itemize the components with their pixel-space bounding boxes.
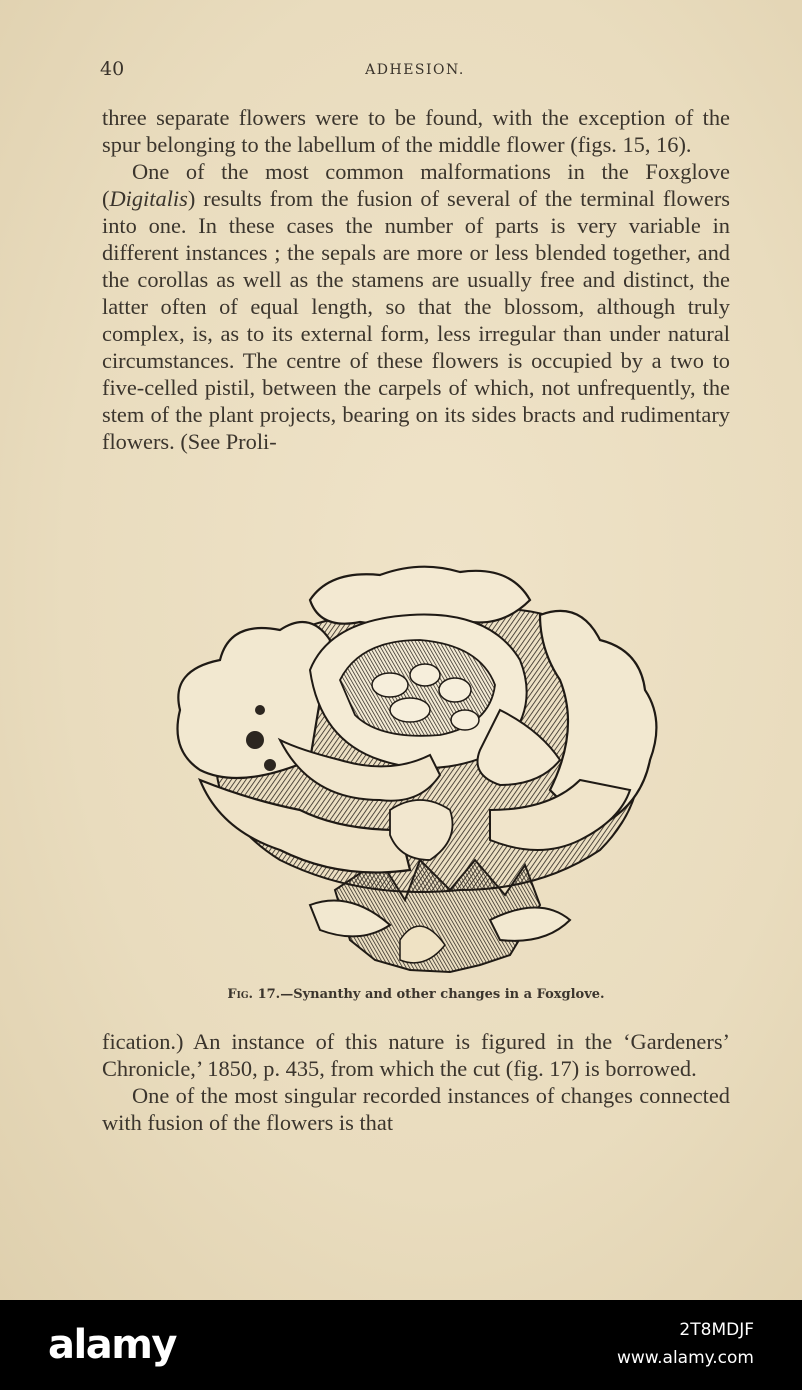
figure-label: Fig. 17. <box>227 987 281 1002</box>
page-number: 40 <box>100 58 125 80</box>
paragraph: One of the most singular recorded instances of changes connected with fusion of the flowers is that <box>102 1083 730 1135</box>
running-head: ADHESION. <box>365 62 465 78</box>
body-text-bottom <box>102 1028 730 1136</box>
figure-caption <box>102 987 730 1002</box>
paragraph: three separate flowers were to be found, with the exception of the spur belonging to the labellum of the middle flower (figs. 15, 16). <box>102 105 730 157</box>
paragraph: fication.) An instance of this nature is figured in the ‘Gardeners’ Chronicle,’ 1850, p. 435, from which the cut (fig. 17) is borrowed. <box>102 1029 730 1081</box>
body-text-top <box>102 104 730 455</box>
stock-image-id: 2T8MDJF <box>679 1320 754 1340</box>
italic-term: Digitalis <box>109 186 188 211</box>
paragraph: One of the most common malformations in the Foxglove (Digitalis) results from the fusion of several of the terminal flowers into one. In these cases the number of parts is very variable in different instances ; the sepals are more or less blended together, and the corollas as well as the stamens are usually free and distinct, the latter often of equal length, so that the blossom, although truly complex, is, as to its external form, less irregular than under natural circumstances. The centre of these flowers is occupied by a two to five-celled pistil, between the carpels of which, not unfrequently, the stem of the plant projects, bearing on its sides bracts and rudimentary flowers. (See Proli- <box>102 159 730 454</box>
foxglove-engraving <box>160 560 680 980</box>
figure-caption-text: —Synanthy and other changes in a Foxglove. <box>280 987 605 1002</box>
stock-watermark-bar <box>0 1300 802 1390</box>
stock-url[interactable]: www.alamy.com <box>616 1348 754 1368</box>
page-header <box>100 58 730 86</box>
stock-logo: alamy <box>48 1322 176 1368</box>
